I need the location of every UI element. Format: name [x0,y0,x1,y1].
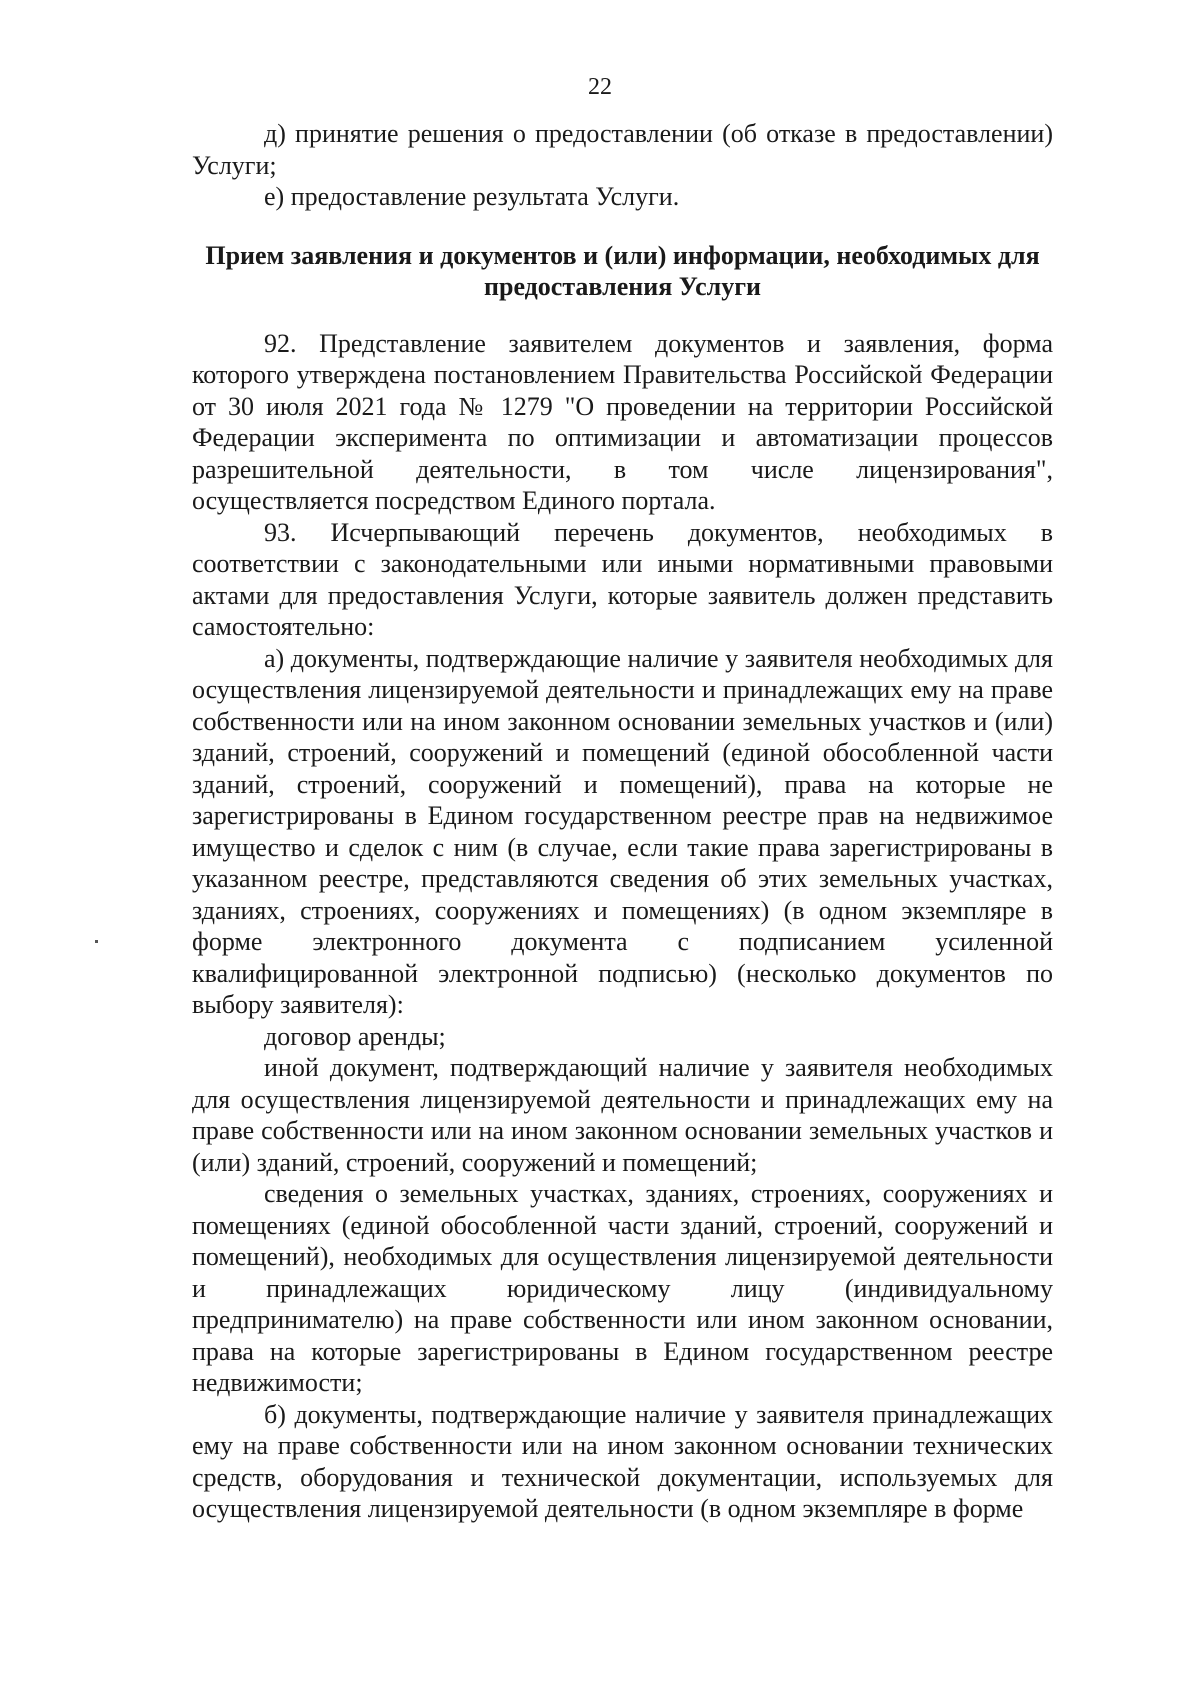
paragraph-item-e: е) предоставление результата Услуги. [264,182,680,211]
paragraph-property-info: сведения о земельных участках, зданиях, строениях, сооружениях и помещениях (единой обособленной части зданий, строений, сооружений и помещений), необходимых для осуществления лицензируемой деятельности и принадлежащих юридическому лицу (индивидуальному предпринимателю) на праве собственности или ином законном основании, права на которые зарегистрированы в Едином государственном реестре недвижимости; [192,1179,1053,1397]
paragraph-93: 93. Исчерпывающий перечень документов, необходимых в соответствии с законодательными или иными нормативными правовыми актами для предоставления Услуги, которые заявитель должен представить самостоятельно: [192,517,1053,641]
paragraph-item-b: б) документы, подтверждающие наличие у заявителя принадлежащих ему на праве собственности или на ином законном основании технических средств, оборудования и технической документации, используемых для осуществления лицензируемой деятельности (в одном экземпляре в форме [192,1399,1053,1523]
paragraph-92: 92. Представление заявителем документов и заявления, форма которого утверждена постановлением Правительства Российской Федерации от 30 июля 2021 года № 1279 "О проведении на территории Российской Федерации эксперимента по оптимизации и автоматизации процессов разрешительной деятельности, в том числе лицензирования", осуществляется посредством Единого портала. [192,328,1053,515]
paragraph-lease-agreement: договор аренды; [264,1021,446,1051]
margin-mark [95,940,98,943]
section-heading: Прием заявления и документов и (или) информации, необходимых для предоставления Услуги [205,240,1040,301]
paragraph-other-document: иной документ, подтверждающий наличие у заявителя необходимых для осуществления лицензируемой деятельности и принадлежащих ему на праве собственности или на ином законном основании земельных участков и (или) зданий, строений, сооружений и помещений; [192,1053,1053,1177]
page-number: 22 [588,74,612,100]
paragraph-item-d: д) принятие решения о предоставлении (об отказе в предоставлении) Услуги; [192,119,1053,180]
document-body [192,118,1053,1525]
paragraph-item-a: а) документы, подтверждающие наличие у заявителя необходимых для осуществления лицензируемой деятельности и принадлежащих ему на праве собственности или на ином законном основании земельных участков и (или) зданий, строений, сооружений и помещений (единой обособленной части зданий, строений, сооружений и помещений), права на которые не зарегистрированы в Едином государственном реестре прав на недвижимое имущество и сделок с ним (в случае, если такие права зарегистрированы в указанном реестре, представляются сведения об этих земельных участках, зданиях, строениях, сооружениях и помещениях) (в одном экземпляре в форме электронного документа с подписанием усиленной квалифицированной электронной подписью) (несколько документов по выбору заявителя): [192,643,1053,1019]
